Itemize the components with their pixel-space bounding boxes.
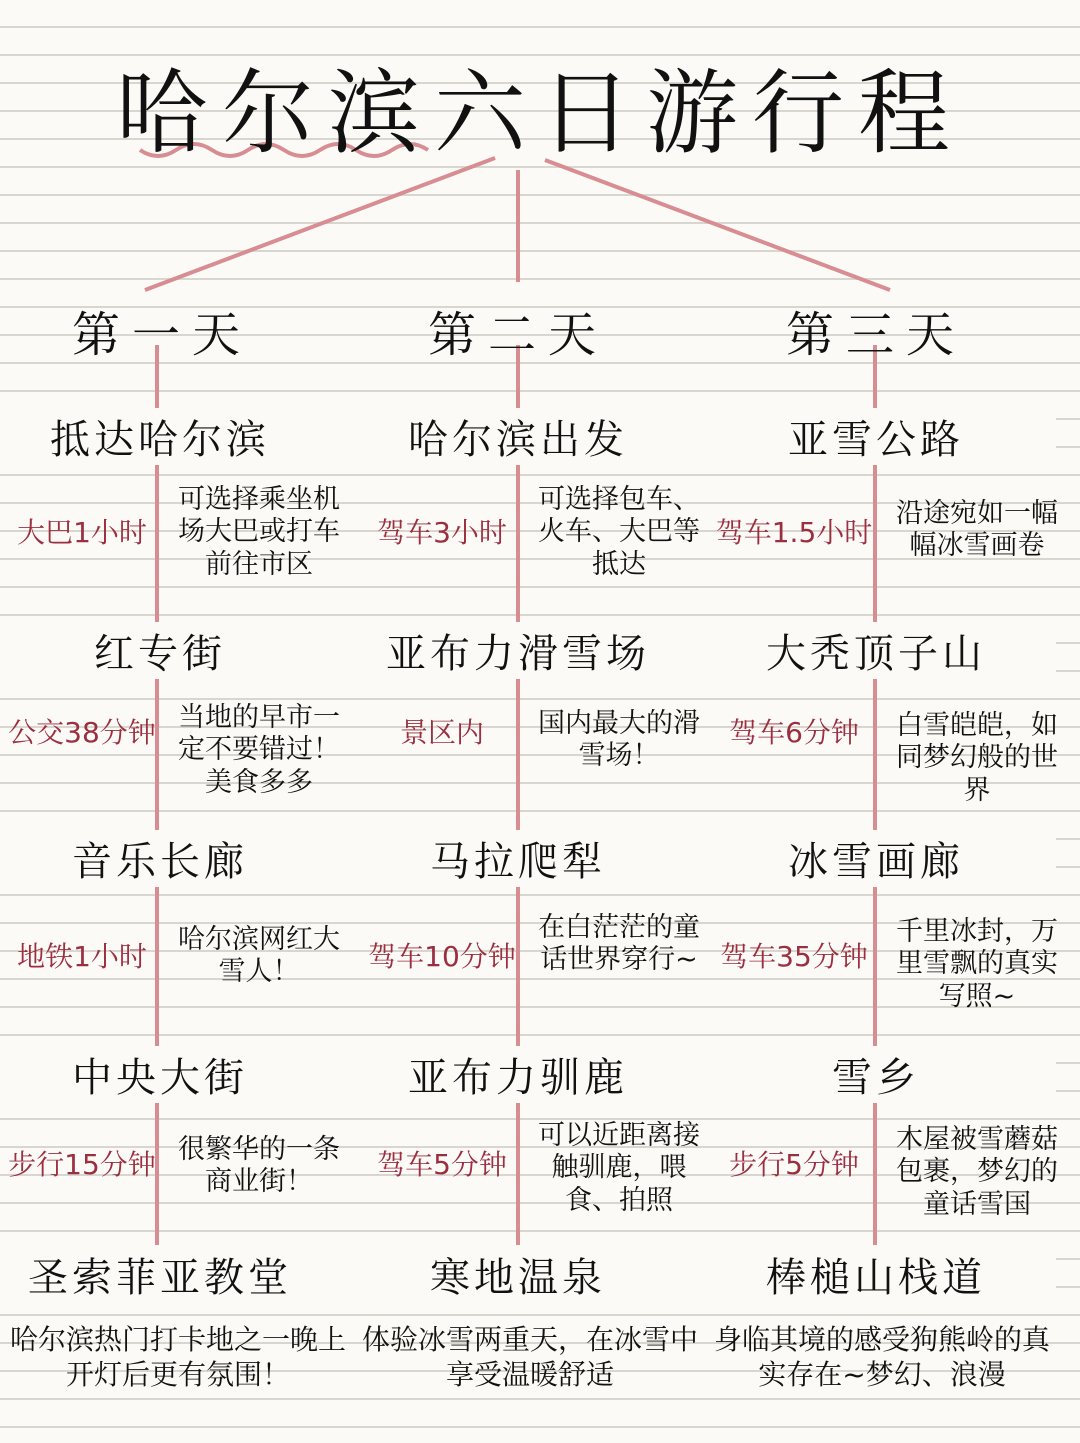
- transport-time: 驾车5分钟: [377, 1148, 507, 1181]
- stop-description: 哈尔滨热门打卡地之一晚上开灯后更有氛围！: [9, 1323, 346, 1391]
- stop-description: 沿途宛如一幅幅冰雪画卷: [896, 498, 1058, 562]
- day-header-3: 第三天: [785, 307, 966, 363]
- transport-time: 驾车6分钟: [729, 716, 859, 749]
- place-name: 红专街: [0, 622, 340, 679]
- transport-time: 驾车10分钟: [368, 940, 516, 973]
- place-name: 抵达哈尔滨: [0, 408, 340, 465]
- stop-description: 身临其境的感受狗熊岭的真实存在~梦幻、浪漫: [713, 1323, 1050, 1391]
- place-name: 雪乡: [696, 1046, 1056, 1103]
- transport-time: 公交38分钟: [8, 716, 156, 749]
- stop-description: 木屋被雪蘑菇包裹，梦幻的童话雪国: [896, 1124, 1058, 1220]
- branch-left: [145, 158, 495, 290]
- transport-time: 地铁1小时: [17, 940, 147, 973]
- transport-time: 步行15分钟: [8, 1148, 156, 1181]
- transport-time: 景区内: [399, 716, 484, 749]
- transport-time: 驾车1.5小时: [715, 516, 873, 549]
- transport-time: 驾车3小时: [377, 516, 507, 549]
- place-name: 亚布力滑雪场: [338, 622, 698, 679]
- day-header-2: 第二天: [427, 307, 608, 363]
- transport-time: 步行5分钟: [729, 1148, 859, 1181]
- place-name: 圣索菲亚教堂: [0, 1246, 340, 1303]
- place-name: 寒地温泉: [338, 1246, 698, 1303]
- place-name: 中央大街: [0, 1046, 340, 1103]
- place-name: 音乐长廊: [0, 830, 340, 887]
- page-title: 哈尔滨六日游行程: [115, 60, 964, 167]
- place-name: 棒槌山栈道: [696, 1246, 1056, 1303]
- stop-description: 很繁华的一条商业街！: [178, 1134, 340, 1198]
- stop-description: 可选择包车、火车、大巴等抵达: [538, 484, 700, 580]
- place-name: 亚雪公路: [696, 408, 1056, 465]
- place-name: 哈尔滨出发: [338, 408, 698, 465]
- transport-time: 大巴1小时: [17, 516, 147, 549]
- stop-description: 可以近距离接触驯鹿，喂食、拍照: [538, 1120, 700, 1216]
- place-name: 马拉爬犁: [338, 830, 698, 887]
- stop-description: 在白茫茫的童话世界穿行~: [538, 912, 700, 976]
- place-name: 冰雪画廊: [696, 830, 1056, 887]
- stop-description: 当地的早市一定不要错过！美食多多: [178, 702, 340, 798]
- stop-description: 千里冰封，万里雪飘的真实写照~: [896, 916, 1058, 1012]
- stop-description: 可选择乘坐机场大巴或打车前往市区: [178, 484, 340, 580]
- stop-description: 国内最大的滑雪场！: [538, 708, 700, 772]
- place-name: 亚布力驯鹿: [338, 1046, 698, 1103]
- stop-description: 哈尔滨网红大雪人！: [178, 924, 340, 988]
- branch-right: [545, 160, 890, 290]
- transport-time: 驾车35分钟: [720, 940, 868, 973]
- day-header-1: 第一天: [71, 307, 252, 363]
- place-name: 大秃顶子山: [696, 622, 1056, 679]
- stop-description: 体验冰雪两重天，在冰雪中享受温暖舒适: [361, 1323, 698, 1391]
- stop-description: 白雪皑皑，如同梦幻般的世界: [896, 710, 1058, 806]
